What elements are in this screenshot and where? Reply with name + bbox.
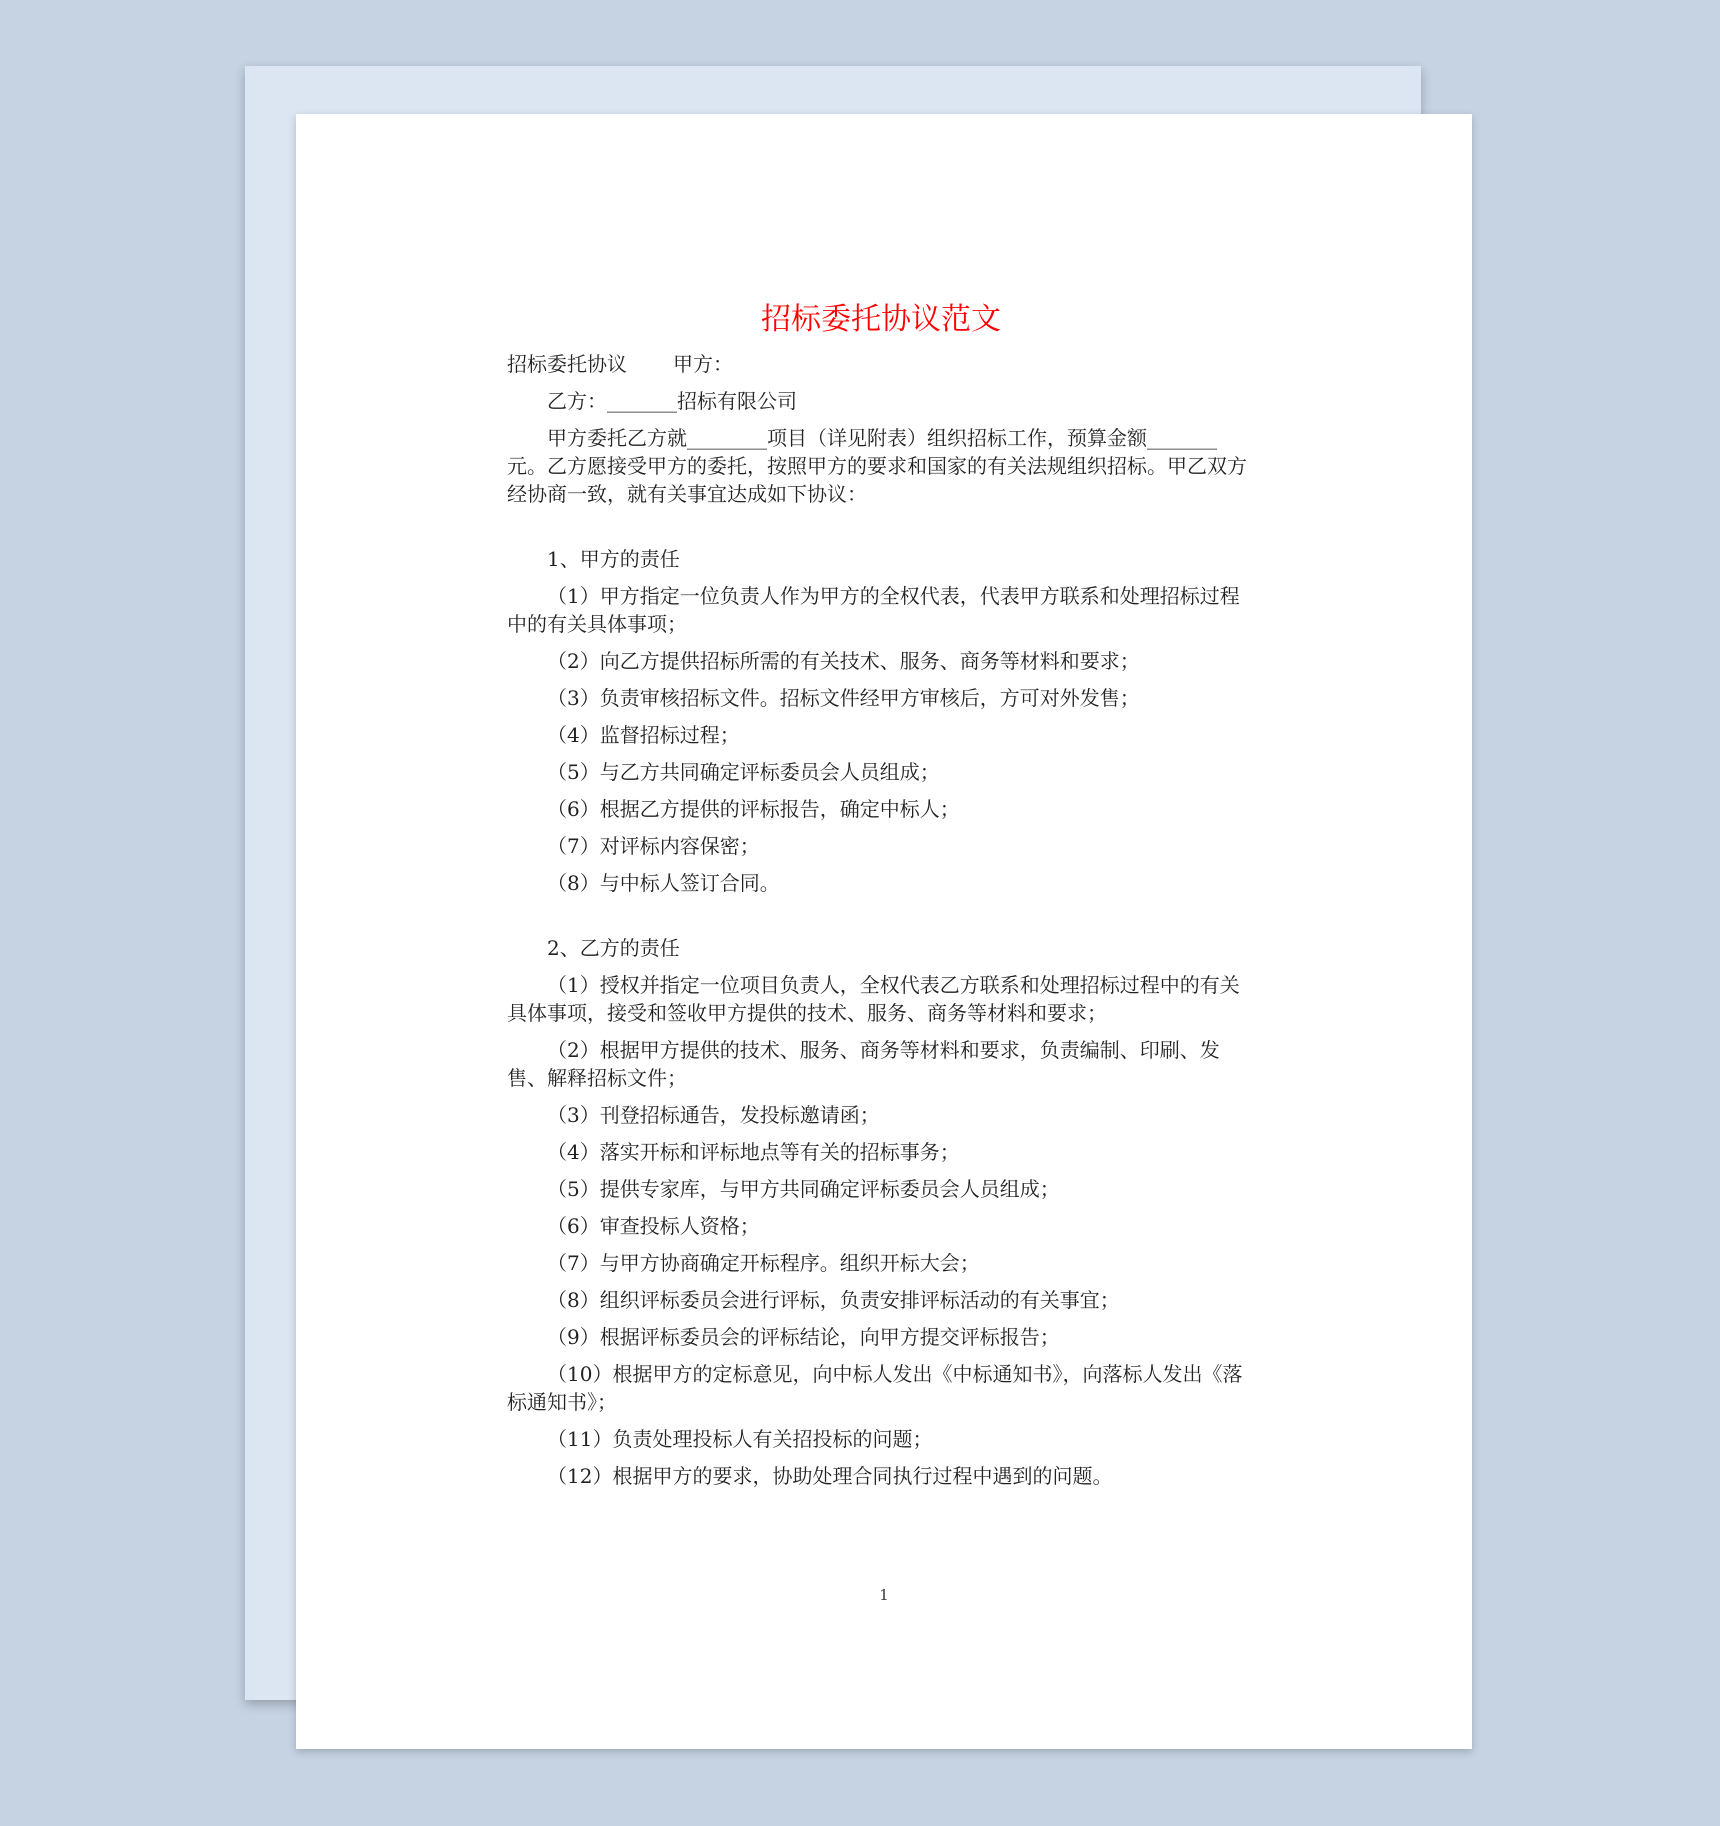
list-item: （6）根据乙方提供的评标报告，确定中标人；	[547, 797, 960, 821]
page-number: 1	[879, 1586, 889, 1604]
list-item: （5）与乙方共同确定评标委员会人员组成；	[547, 760, 940, 784]
intro-heading-line	[507, 350, 1255, 378]
list-item: （2）向乙方提供招标所需的有关技术、服务、商务等材料和要求；	[547, 649, 1140, 673]
list-item: （8）组织评标委员会进行评标，负责安排评标活动的有关事宜；	[547, 1288, 1120, 1312]
list-item: （10）根据甲方的定标意见，向中标人发出《中标通知书》，向落标人发出《落标通知书》；	[507, 1362, 1243, 1414]
list-item: （3）刊登招标通告，发投标邀请函；	[547, 1103, 880, 1127]
list-item: （4）监督招标过程；	[547, 723, 740, 747]
list-item: （9）根据评标委员会的评标结论，向甲方提交评标报告；	[547, 1325, 1060, 1349]
document-page	[296, 114, 1472, 1749]
list-item: （7）与甲方协商确定开标程序。组织开标大会；	[547, 1251, 980, 1275]
list-item: （8）与中标人签订合同。	[547, 871, 780, 895]
list-item: （2）根据甲方提供的技术、服务、商务等材料和要求，负责编制、印刷、发售、解释招标文件；	[507, 1038, 1220, 1090]
list-item: （6）审查投标人资格；	[547, 1214, 760, 1238]
party-a: 甲方：	[673, 352, 733, 376]
list-item: （7）对评标内容保密；	[547, 834, 760, 858]
list-item: （12）根据甲方的要求，协助处理合同执行过程中遇到的问题。	[547, 1464, 1113, 1488]
list-item: （4）落实开标和评标地点等有关的招标事务；	[547, 1140, 960, 1164]
party-b: 乙方：_______招标有限公司	[547, 389, 797, 413]
list-item: （5）提供专家库，与甲方共同确定评标委员会人员组成；	[547, 1177, 1060, 1201]
section-heading: 2、乙方的责任	[547, 936, 680, 960]
section-heading: 1、甲方的责任	[547, 547, 680, 571]
list-item: （1）授权并指定一位项目负责人，全权代表乙方联系和处理招标过程中的有关具体事项，接受和签收甲方提供的技术、服务、商务等材料和要求；	[507, 973, 1240, 1025]
list-item: （1）甲方指定一位负责人作为甲方的全权代表，代表甲方联系和处理招标过程中的有关具体事项；	[507, 584, 1240, 636]
document-body	[507, 300, 1255, 1499]
intro-heading: 招标委托协议	[507, 352, 627, 376]
section-1-items	[507, 582, 1255, 897]
list-item: （3）负责审核招标文件。招标文件经甲方审核后，方可对外发售；	[547, 686, 1140, 710]
list-item: （11）负责处理投标人有关招投标的问题；	[547, 1427, 933, 1451]
intro-paragraph: 甲方委托乙方就________项目（详见附表）组织招标工作，预算金额_______元。乙方愿接受甲方的委托，按照甲方的要求和国家的有关法规组织招标。甲乙双方经协商一致，就有关事宜达成如下协议：	[507, 426, 1247, 506]
document-title: 招标委托协议范文	[761, 302, 1001, 337]
section-2-items	[507, 971, 1255, 1490]
